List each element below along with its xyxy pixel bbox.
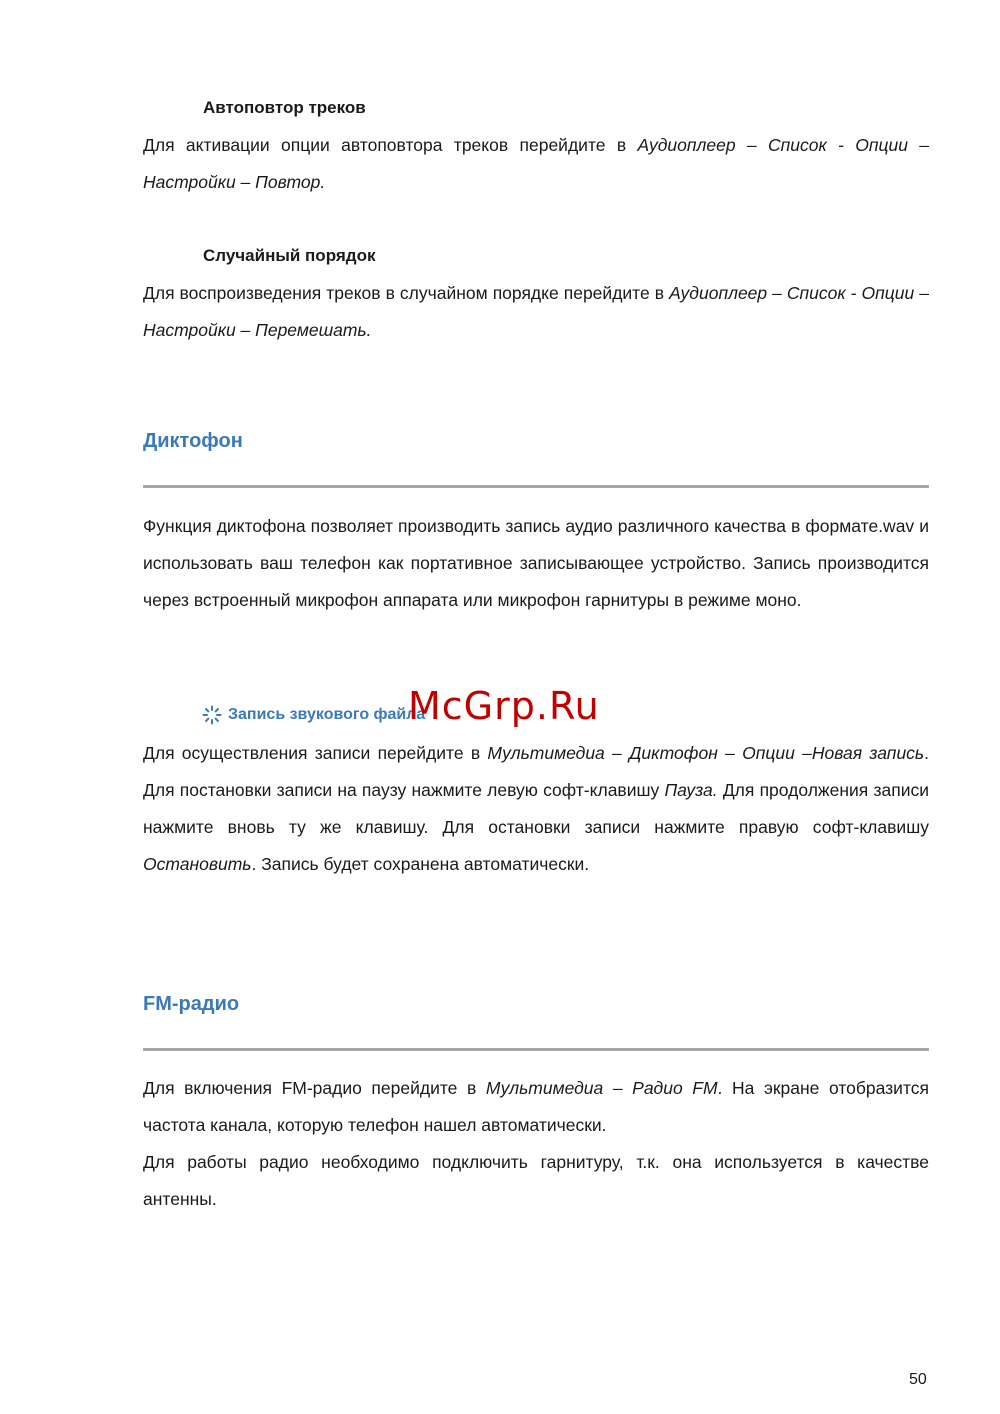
loading-spinner-icon [202, 705, 222, 725]
page-number: 50 [909, 1371, 927, 1388]
pause-key-label: Пауза. [664, 780, 718, 800]
autorepeat-paragraph [143, 127, 929, 201]
record-file-paragraph [143, 735, 929, 883]
fm-paragraph-1 [143, 1070, 929, 1144]
fm-divider [143, 1048, 929, 1051]
record-text-3: Для продолжения записи нажмите вновь ту же клавишу. Для остановки записи нажмите правую софт-клавишу [143, 780, 930, 837]
watermark: McGrp.Ru [408, 684, 600, 728]
shuffle-title: Случайный порядок [203, 246, 376, 265]
fm-text-2: . На экране отобразится частота канала, которую телефон нашел автоматически. [143, 1078, 930, 1135]
shuffle-paragraph [143, 275, 929, 349]
autorepeat-title: Автоповтор треков [203, 98, 366, 117]
record-file-heading [202, 705, 425, 725]
record-text-1: Для осуществления записи перейдите в [143, 743, 488, 763]
record-file-title: Запись звукового файла [228, 706, 426, 723]
stop-key-label: Остановить [143, 854, 252, 874]
shuffle-path: Аудиоплеер – Список - Опции – Настройки – Перемешать. [143, 283, 930, 340]
recorder-heading: Диктофон [143, 430, 243, 452]
fm-paragraph-2: Для работы радио необходимо подключить гарнитуру, т.к. она используется в качестве антенны. [143, 1152, 929, 1209]
record-text-2: . Для постановки записи на паузу нажмите левую софт-клавишу [143, 743, 930, 800]
recorder-paragraph: Функция диктофона позволяет производить запись аудио различного качества в формате.wav и использовать ваш телефон как портативное записывающее устройство. Запись производится через встроенный микрофон аппарата или микрофон гарнитуры в режиме моно. [143, 516, 929, 610]
shuffle-text: Для воспроизведения треков в случайном порядке перейдите в [143, 283, 670, 303]
recorder-divider [143, 485, 929, 488]
autorepeat-text: Для активации опции автоповтора треков перейдите в [143, 135, 638, 155]
record-text-4: . Запись будет сохранена автоматически. [251, 854, 590, 874]
fm-text-1: Для включения FM-радио перейдите в [143, 1078, 486, 1098]
fm-path: Мультимедиа – Радио FM [485, 1078, 718, 1098]
fm-heading: FM-радио [143, 993, 240, 1015]
autorepeat-path: Аудиоплеер – Список - Опции – Настройки – Повтор. [143, 135, 930, 192]
record-path: Мультимедиа – Диктофон – Опции –Новая запись [487, 743, 925, 763]
